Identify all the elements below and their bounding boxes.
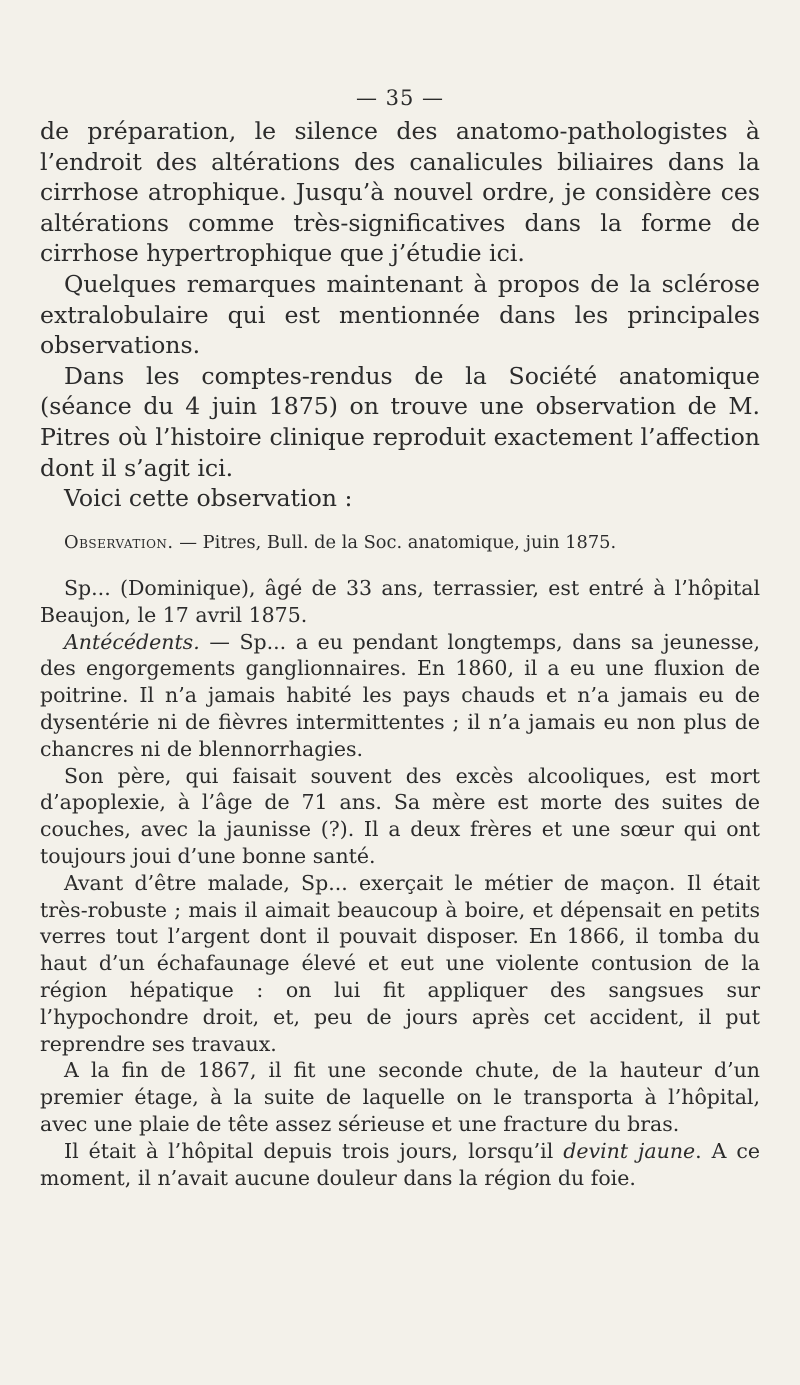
observation-heading xyxy=(64,532,760,554)
book-page xyxy=(40,0,760,1385)
observation-label: Observation. xyxy=(64,532,174,553)
page-number: — 35 — xyxy=(355,86,445,110)
obs-paragraph-5: A la fin de 1867, il fit une seconde chute, de la hauteur d’un premier étage, à la suite de laquelle on le transporta à l’hôpital, avec une plaie de tête assez sérieuse et une fracture du bras. xyxy=(40,1058,760,1136)
paragraph-4: Voici cette observation : xyxy=(64,484,353,513)
devint-jaune: devint jaune xyxy=(563,1138,696,1163)
obs-paragraph-6-end: . A ce moment, il n’avait aucune douleur dans la région du foie. xyxy=(40,1138,761,1190)
main-text xyxy=(40,116,760,514)
observation-text xyxy=(40,575,760,1191)
paragraph-3: Dans les comptes-rendus de la Société anatomique (séance du 4 juin 1875) on trouve une observation de M. Pitres où l’histoire clinique reproduit exactement l’affection dont il s’agit ici. xyxy=(40,361,760,482)
obs-paragraph-3: Son père, qui faisait souvent des excès alcooliques, est mort d’apoplexie, à l’âge de 71 ans. Sa mère est morte des suites de couches, avec la jaunisse (?). Il a deux frères et une sœur qui ont toujours joui d’une bonne santé. xyxy=(40,763,760,868)
observation-source: — Pitres, Bull. de la Soc. anatomique, juin 1875. xyxy=(173,532,617,553)
paragraph-1: de préparation, le silence des anatomo-pathologistes à l’endroit des altérations des canalicules biliaires dans la cirrhose atrophique. Jusqu’à nouvel ordre, je considère ces altérations comme très-significatives dans la forme de cirrhose hypertrophique que j’étudie ici. xyxy=(40,117,760,268)
antecedents-label: Antécédents. xyxy=(64,629,200,654)
obs-paragraph-4: Avant d’être malade, Sp... exerçait le métier de maçon. Il était très-robuste ; mais il aimait beaucoup à boire, et dépensait en petits verres tout l’argent dont il pouvait disposer. En 1866, il tomba du haut d’un échafaunage élevé et eut une violente contusion de la région hépatique : on lui fit appliquer des sangsues sur l’hypochondre droit, et, peu de jours après cet accident, il put reprendre ses travaux. xyxy=(40,870,760,1056)
obs-paragraph-1: Sp... (Dominique), âgé de 33 ans, terrassier, est entré à l’hôpital Beaujon, le 17 avril 1875. xyxy=(40,576,760,627)
obs-paragraph-2 xyxy=(40,629,760,763)
antecedents-text: — Sp... a eu pendant longtemps, dans sa jeunesse, des engorgements ganglionnaires. En 1860, il a eu une fluxion de poitrine. Il n’a jamais habité les pays chauds et n’a jamais eu de dysentérie ni de fièvres intermittentes ; il n’a jamais eu non plus de chancres ni de blennorrhagies. xyxy=(40,629,760,761)
obs-paragraph-6 xyxy=(40,1138,760,1192)
paragraph-2: Quelques remarques maintenant à propos de la sclérose extralobulaire qui est mentionnée dans les principales observations. xyxy=(40,269,760,360)
obs-paragraph-6-start: Il était à l’hôpital depuis trois jours, lorsqu’il xyxy=(64,1138,564,1163)
